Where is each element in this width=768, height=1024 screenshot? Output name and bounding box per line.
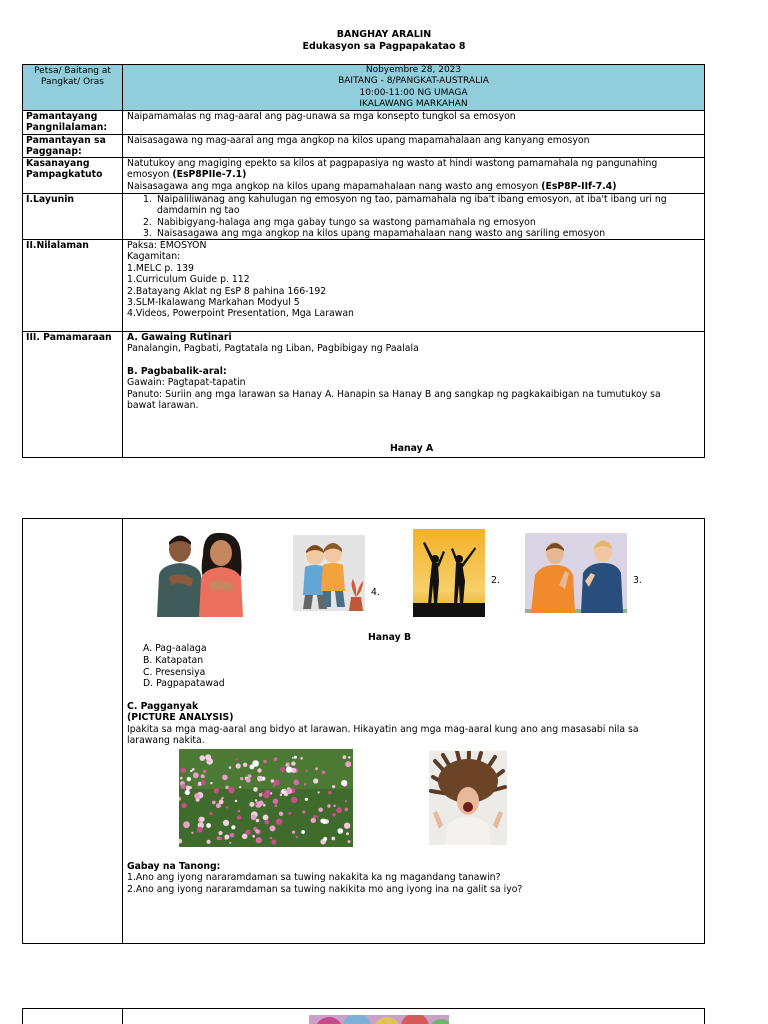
document-subtitle: Edukasyon sa Pagpapakatao 8 [302,41,466,52]
objective-item: 3. Naisasagawa ang mga angkop na kilos upang mapamahalaan nang wasto ang sariling emosyon [143,228,606,240]
next-table-label-cell [23,1009,123,1024]
choice-a: A. Pag-aalaga [143,643,207,654]
kids-hugging-image [293,535,365,611]
couple-image [151,527,247,617]
date-grade-label: Petsa/ Baitang at Pangkat/ Oras [23,65,123,110]
procedure-text: A. Gawaing Rutinari Panalangin, Pagbati, Pagtatala ng Liban, Pagbibigay ng Paalala B. Pagbabalik-aral: Gawain: Pagtapat-tapatin Panuto: Suriin ang mga larawan sa Hanay A. Hanapin sa Hanay B ang sangkap ng pagkakaibigan na tumutukoy sa bawat larawan. [123,332,704,458]
topic-text: Paksa: EMOSYON [127,240,207,251]
competency-code-1: (EsP8PIIe-7.1) [172,169,247,181]
learning-competency-row [23,158,704,194]
activity-table [22,518,705,944]
next-table [22,1008,705,1024]
men-praying-image [525,533,627,613]
content-standard-label: Pamantayang Pangnilalaman: [23,111,123,134]
procedure-label: III. Pamamaraan [23,332,123,458]
routine-heading: A. Gawaing Rutinari [127,332,232,343]
motivation-heading: C. Pagganyak [127,701,199,712]
hanay-b-heading: Hanay B [368,632,412,643]
performance-standard-label: Pamantayan sa Pagganap: [23,135,123,157]
content-standard-row [23,111,704,135]
choice-b: B. Katapatan [143,654,204,666]
grade-section-text: BAITANG - 8/PANGKAT-AUSTRALIA [338,76,489,87]
choice-c: C. Presensiya [143,666,206,678]
guide-question-2: 2.Ano ang iyong nararamdaman sa tuwing nakikita mo ang iyong ina na galit sa iyo? [127,883,523,895]
picture-number-2: 2. [491,575,500,586]
guide-questions-section [127,861,697,895]
hanay-a-heading: Hanay A [390,443,434,454]
hanay-b-list [143,643,225,690]
date-grade-row [23,65,704,111]
content-row [23,240,704,332]
content-text: Paksa: EMOSYON Kagamitan: 1.MELC p. 139 1.Curriculum Guide p. 112 2.Batayang Aklat ng EsP 8 pahina 166-192 3.SLM-Ikalawang Markahan Modyul 5 4.Videos, Powerpoint Presentation, Mga Larawan [123,240,704,331]
picture-number-4: 4. [371,587,380,598]
colorful-image [309,1015,449,1024]
competency-code-2: (EsP8P-IIf-7.4) [541,180,617,192]
date-text: Nobyembre 28, 2023 [365,65,462,75]
review-heading: B. Pagbabalik-aral: [127,365,227,377]
procedure-row [23,332,704,458]
picture-analysis-heading: (PICTURE ANALYSIS) [127,712,234,724]
objective-item: 2. Nabibigyang-halaga ang mga gabay tungo sa wastong pamamahala ng emosyon [143,216,536,228]
picture-number-3: 3. [633,575,642,586]
learning-competency-label: Kasanayang Pampagkatuto [23,158,123,193]
learning-competency-text: Natutukoy ang magiging epekto sa kilos at pagpapasiya ng wasto at hindi wastong pamamahala ng pangunahing emosyon (EsP8PIIe-7.1) Naisasagawa ang mga angkop na kilos upang mapamahalaan nang wasto ang emosyon (EsP8P-IIf-7.4) [127,158,658,192]
angry-woman-image [429,751,507,845]
choice-d: D. Pagpapatawad [143,678,225,690]
motivation-section: C. Pagganyak (PICTURE ANALYSIS) Ipakita sa mga mag-aaral ang bidyo at larawan. Hikayatin ang mga mag-aaral kung ano ang masasabi nila sa larawang nakita. [127,701,697,747]
objective-item: 1. Naipaliliwanag ang kahulugan ng emosyon ng tao, pamamahala ng iba't ibang emosyon, at iba't ibang uri ng damdamin ng tao [143,194,667,217]
objectives-label: I.Layunin [23,194,123,239]
performance-standard-text: Naisasagawa ng mag-aaral ang mga angkop na kilos upang mapamahalaan ang kanyang emosyon [127,135,590,146]
objectives-list [123,194,704,239]
content-standard-text: Naipamamalas ng mag-aaral ang pag-unawa sa mga konsepto tungkol sa emosyon [127,111,516,122]
document-title: BANGHAY ARALIN [336,29,432,40]
activity-label-cell [23,519,123,943]
objectives-row [23,194,704,240]
guide-questions-heading: Gabay na Tanong: [127,861,221,872]
flower-field-image [179,749,353,847]
quarter-text: IKALAWANG MARKAHAN [359,99,468,110]
lesson-plan-table [22,64,705,458]
time-text: 10:00-11:00 NG UMAGA [359,87,468,98]
silhouettes-image [413,529,485,617]
content-label: II.Nilalaman [23,240,123,331]
performance-standard-row [23,135,704,158]
guide-question-1: 1.Ano ang iyong nararamdaman sa tuwing nakakita ka ng magandang tanawin? [127,872,501,884]
date-grade-value [123,65,704,110]
